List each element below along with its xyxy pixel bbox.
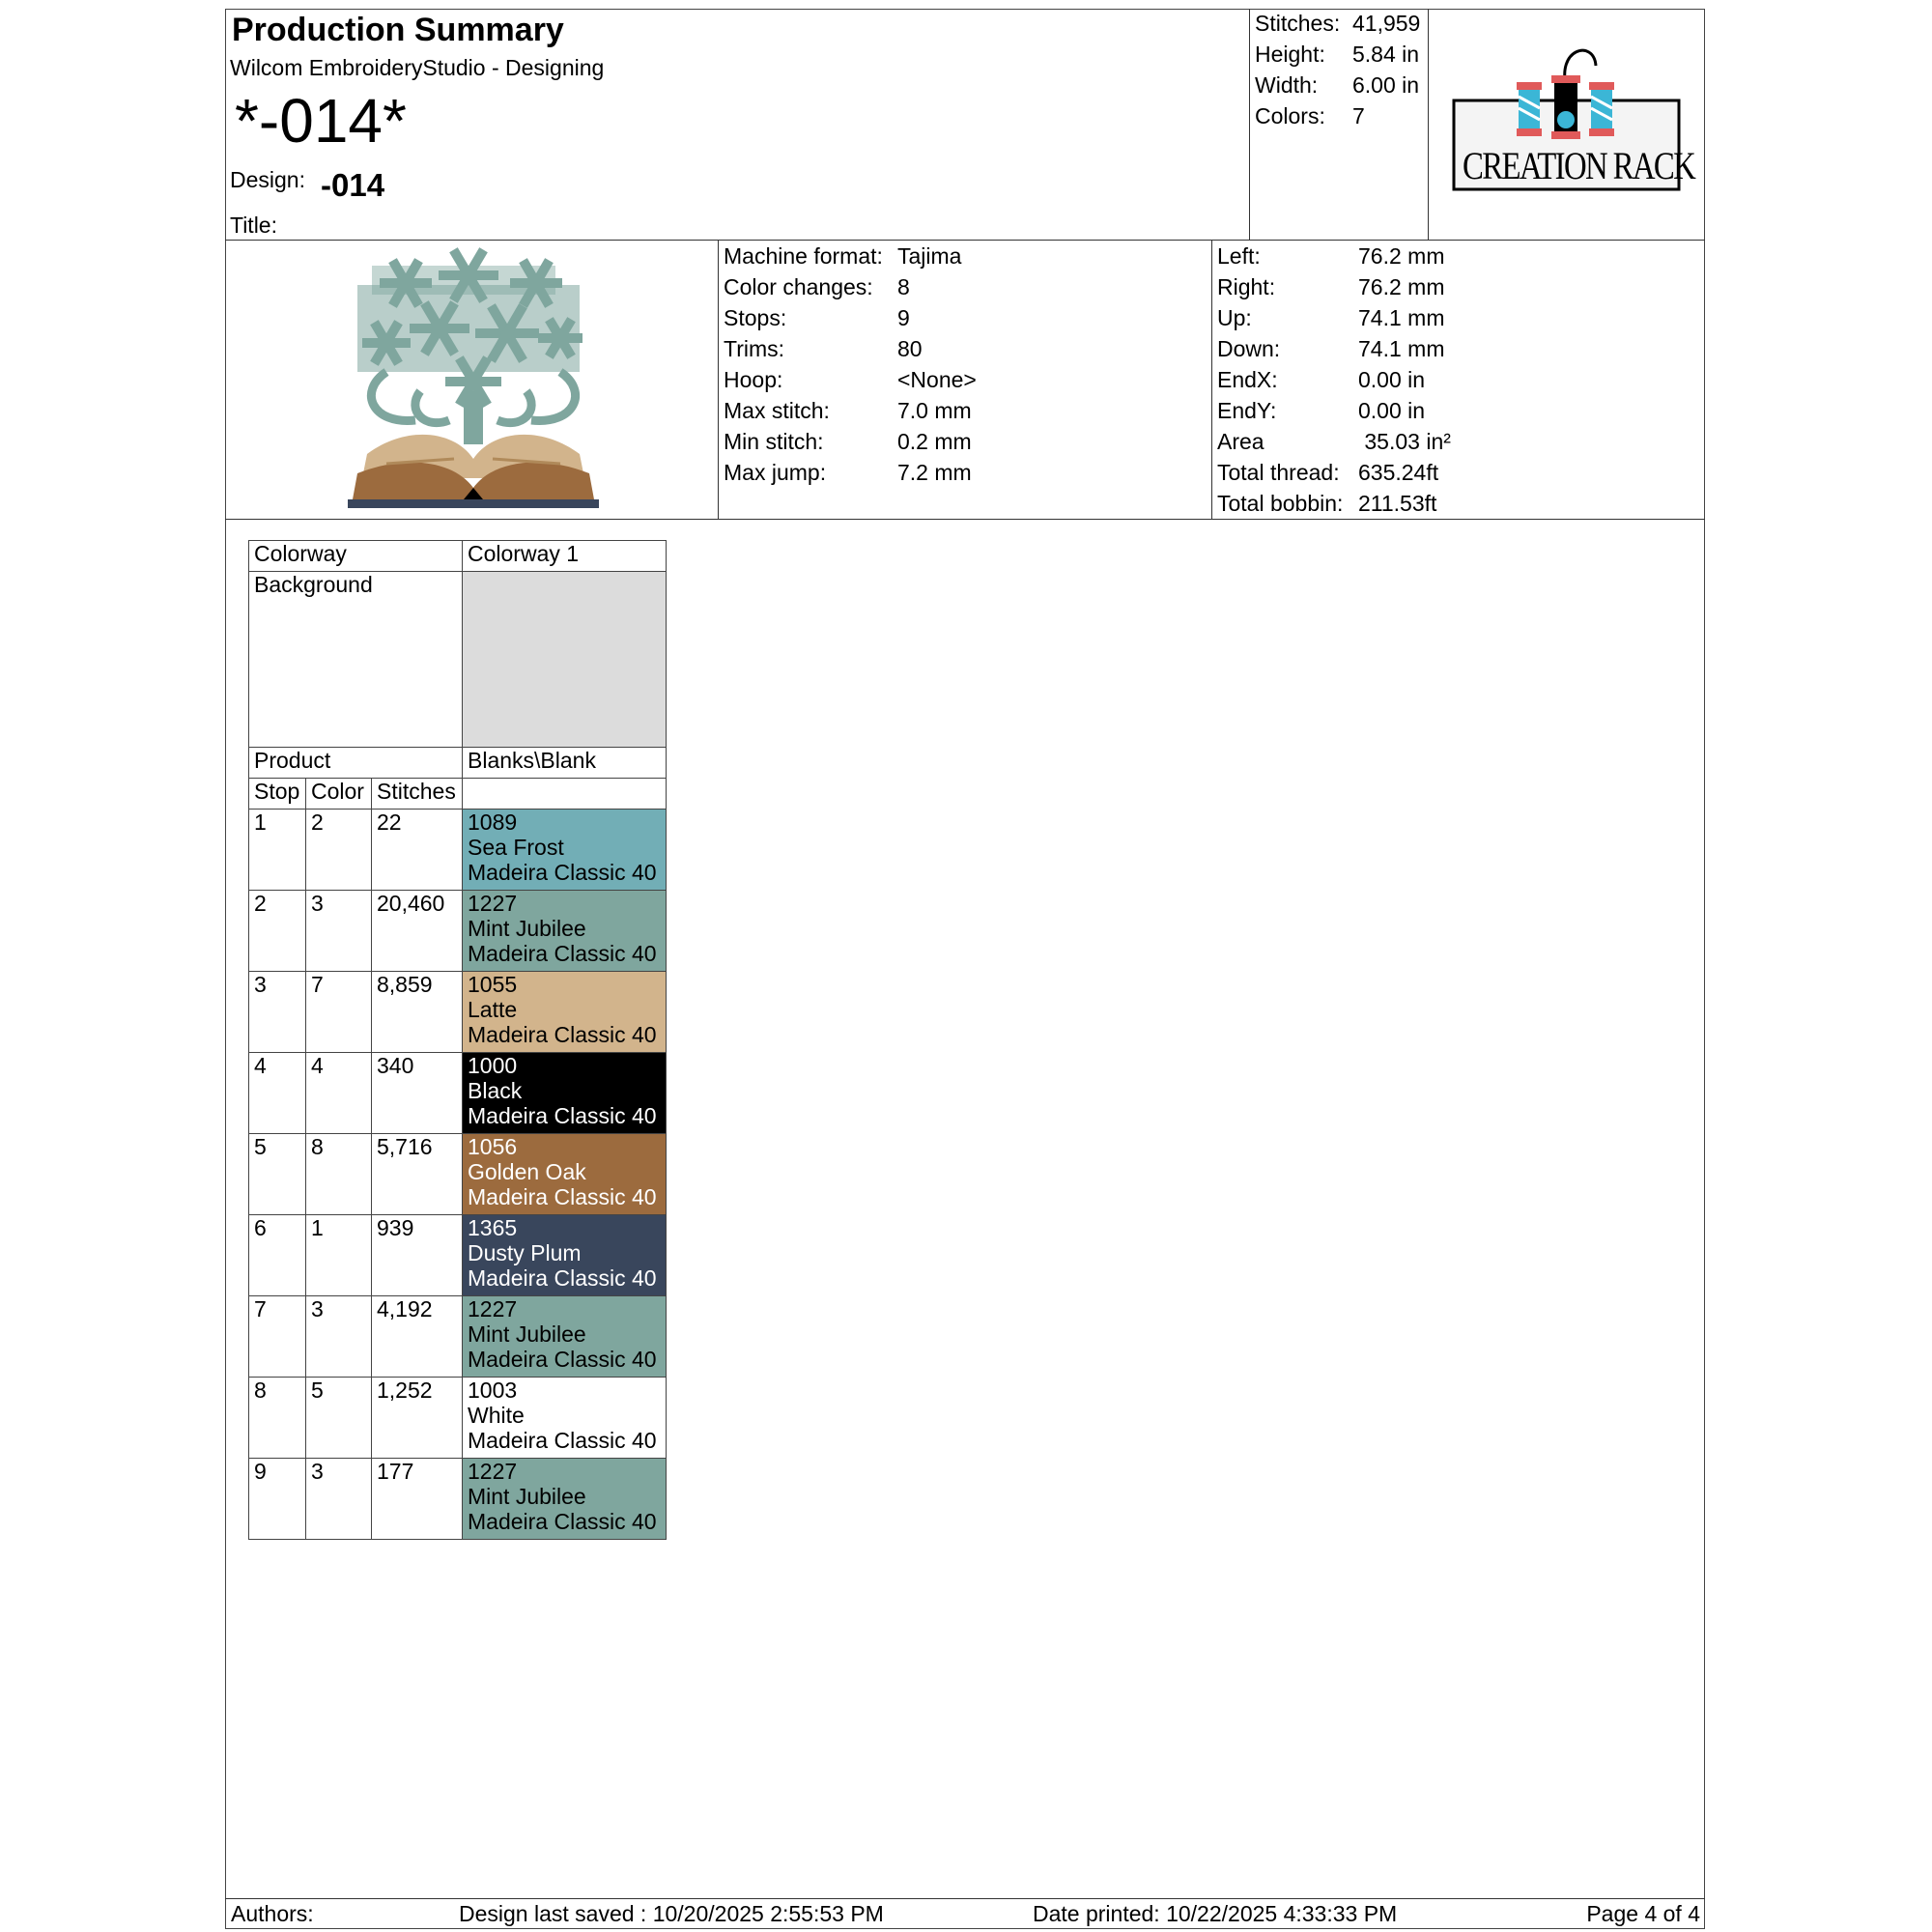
preview-divider — [718, 240, 719, 520]
thread-name: Latte — [468, 997, 518, 1022]
thread-row — [249, 1215, 667, 1296]
thread-row — [249, 1134, 667, 1215]
thread-row — [249, 1296, 667, 1378]
thread-swatch — [463, 1134, 667, 1215]
stat-value: 41,959 — [1352, 11, 1421, 36]
stat-label: Stitches: — [1255, 11, 1341, 36]
machine-value: 7.0 mm — [897, 398, 972, 423]
design-value: -014 — [321, 167, 385, 203]
thread-name: Dusty Plum — [468, 1240, 582, 1265]
thread-color: 5 — [306, 1378, 372, 1459]
thread-swatch — [463, 1215, 667, 1296]
logo-text: CREATION RACK — [1463, 144, 1695, 187]
product-label: Product — [249, 748, 463, 779]
extent-value: 74.1 mm — [1358, 305, 1445, 330]
thread-brand: Madeira Classic 40 — [468, 1184, 657, 1209]
extent-value: 76.2 mm — [1358, 274, 1445, 299]
machine-value: <None> — [897, 367, 977, 392]
thread-brand: Madeira Classic 40 — [468, 1022, 657, 1047]
col-stop-header: Stop — [249, 779, 306, 810]
thread-swatch — [463, 810, 667, 891]
thread-color: 3 — [306, 891, 372, 972]
thread-name: Sea Frost — [468, 835, 564, 860]
colorway-value: Colorway 1 — [463, 541, 667, 572]
thread-stitches: 20,460 — [372, 891, 463, 972]
extent-label: Area — [1217, 429, 1264, 454]
thread-name: Mint Jubilee — [468, 1484, 586, 1509]
app-name: Wilcom EmbroideryStudio - Designing — [230, 55, 605, 80]
thread-brand: Madeira Classic 40 — [468, 1103, 657, 1128]
machine-value: 80 — [897, 336, 923, 361]
thread-color: 4 — [306, 1053, 372, 1134]
footer-divider — [225, 1898, 1705, 1899]
thread-swatch — [463, 891, 667, 972]
thread-rows — [249, 810, 667, 1540]
design-preview — [328, 246, 618, 517]
thread-code: 1056 — [468, 1134, 518, 1159]
stats-divider-right — [1428, 9, 1429, 241]
stat-label: Width: — [1255, 72, 1319, 98]
thread-stop: 2 — [249, 891, 306, 972]
thread-color: 8 — [306, 1134, 372, 1215]
thread-brand: Madeira Classic 40 — [468, 1265, 657, 1291]
extent-label: Total thread: — [1217, 460, 1340, 485]
thread-stitches: 4,192 — [372, 1296, 463, 1378]
colorway-table — [248, 540, 667, 1540]
thread-row — [249, 891, 667, 972]
header-divider — [225, 240, 1705, 241]
thread-stitches: 939 — [372, 1215, 463, 1296]
machine-label: Machine format: — [724, 243, 883, 269]
thread-swatch — [463, 1053, 667, 1134]
thread-code: 1227 — [468, 891, 518, 916]
page-title: Production Summary — [232, 12, 564, 48]
extent-value: 0.00 in — [1358, 367, 1426, 392]
thread-name: Golden Oak — [468, 1159, 586, 1184]
title-label: Title: — [230, 213, 277, 238]
machine-label: Trims: — [724, 336, 785, 361]
thread-color: 7 — [306, 972, 372, 1053]
footer-printed: Date printed: 10/22/2025 4:33:33 PM — [1033, 1901, 1398, 1926]
machine-label: Color changes: — [724, 274, 873, 299]
background-swatch — [463, 572, 667, 748]
thread-brand: Madeira Classic 40 — [468, 860, 657, 885]
footer-page: Page 4 of 4 — [1586, 1901, 1700, 1926]
extent-value: 635.24ft — [1358, 460, 1439, 485]
extent-label: EndY: — [1217, 398, 1277, 423]
thread-stop: 1 — [249, 810, 306, 891]
thread-name: Mint Jubilee — [468, 1321, 586, 1347]
thread-code: 1055 — [468, 972, 518, 997]
thread-swatch — [463, 1296, 667, 1378]
product-value: Blanks\Blank — [463, 748, 667, 779]
thread-code: 1089 — [468, 810, 518, 835]
extent-value: 74.1 mm — [1358, 336, 1445, 361]
thread-row — [249, 972, 667, 1053]
thread-name: Mint Jubilee — [468, 916, 586, 941]
thread-stop: 9 — [249, 1459, 306, 1540]
col-color-header: Color — [306, 779, 372, 810]
machine-value: 9 — [897, 305, 910, 330]
thread-stitches: 340 — [372, 1053, 463, 1134]
machine-label: Min stitch: — [724, 429, 824, 454]
design-label: Design: — [230, 167, 305, 192]
info-divider — [225, 519, 1705, 520]
thread-swatch — [463, 1459, 667, 1540]
thread-code: 1000 — [468, 1053, 518, 1078]
thread-stop: 4 — [249, 1053, 306, 1134]
extent-label: EndX: — [1217, 367, 1278, 392]
thread-code: 1003 — [468, 1378, 518, 1403]
thread-name: White — [468, 1403, 525, 1428]
thread-stop: 7 — [249, 1296, 306, 1378]
stat-label: Height: — [1255, 42, 1325, 67]
thread-color: 3 — [306, 1459, 372, 1540]
machine-label: Max stitch: — [724, 398, 830, 423]
thread-code: 1227 — [468, 1459, 518, 1484]
stat-value: 5.84 in — [1352, 42, 1420, 67]
extent-label: Total bobbin: — [1217, 491, 1344, 516]
thread-swatch — [463, 972, 667, 1053]
thread-brand: Madeira Classic 40 — [468, 1347, 657, 1372]
machine-value: 8 — [897, 274, 910, 299]
stat-value: 7 — [1352, 103, 1365, 128]
extent-label: Right: — [1217, 274, 1276, 299]
col-thread-header — [463, 779, 667, 810]
thread-code: 1365 — [468, 1215, 518, 1240]
thread-color: 3 — [306, 1296, 372, 1378]
design-big-name: *-014* — [235, 86, 407, 156]
footer-saved: Design last saved : 10/20/2025 2:55:53 PM — [459, 1901, 884, 1926]
extent-value: 35.03 in² — [1358, 429, 1451, 454]
machine-value: 7.2 mm — [897, 460, 972, 485]
thread-stitches: 5,716 — [372, 1134, 463, 1215]
thread-stitches: 8,859 — [372, 972, 463, 1053]
machine-label: Max jump: — [724, 460, 827, 485]
machine-divider — [1211, 240, 1212, 520]
thread-code: 1227 — [468, 1296, 518, 1321]
thread-stop: 3 — [249, 972, 306, 1053]
thread-brand: Madeira Classic 40 — [468, 1428, 657, 1453]
thread-brand: Madeira Classic 40 — [468, 941, 657, 966]
thread-color: 1 — [306, 1215, 372, 1296]
thread-row — [249, 1378, 667, 1459]
thread-stitches: 1,252 — [372, 1378, 463, 1459]
thread-row — [249, 1053, 667, 1134]
machine-value: 0.2 mm — [897, 429, 972, 454]
extent-value: 76.2 mm — [1358, 243, 1445, 269]
extent-label: Up: — [1217, 305, 1252, 330]
extent-value: 211.53ft — [1358, 491, 1437, 516]
thread-swatch — [463, 1378, 667, 1459]
machine-label: Hoop: — [724, 367, 783, 392]
extent-value: 0.00 in — [1358, 398, 1426, 423]
thread-stitches: 177 — [372, 1459, 463, 1540]
thread-row — [249, 1459, 667, 1540]
thread-stop: 5 — [249, 1134, 306, 1215]
colorway-label: Colorway — [249, 541, 463, 572]
machine-value: Tajima — [897, 243, 962, 269]
machine-label: Stops: — [724, 305, 787, 330]
stat-value: 6.00 in — [1352, 72, 1420, 98]
footer-authors: Authors: — [231, 1901, 314, 1926]
extent-label: Down: — [1217, 336, 1281, 361]
thread-row — [249, 810, 667, 891]
thread-color: 2 — [306, 810, 372, 891]
stats-divider-left — [1249, 9, 1250, 241]
thread-brand: Madeira Classic 40 — [468, 1509, 657, 1534]
thread-stop: 6 — [249, 1215, 306, 1296]
thread-stop: 8 — [249, 1378, 306, 1459]
stat-label: Colors: — [1255, 103, 1325, 128]
creation-rack-logo — [1449, 39, 1695, 198]
extent-label: Left: — [1217, 243, 1261, 269]
col-stitches-header: Stitches — [372, 779, 463, 810]
background-label: Background — [249, 572, 463, 748]
thread-name: Black — [468, 1078, 523, 1103]
thread-stitches: 22 — [372, 810, 463, 891]
